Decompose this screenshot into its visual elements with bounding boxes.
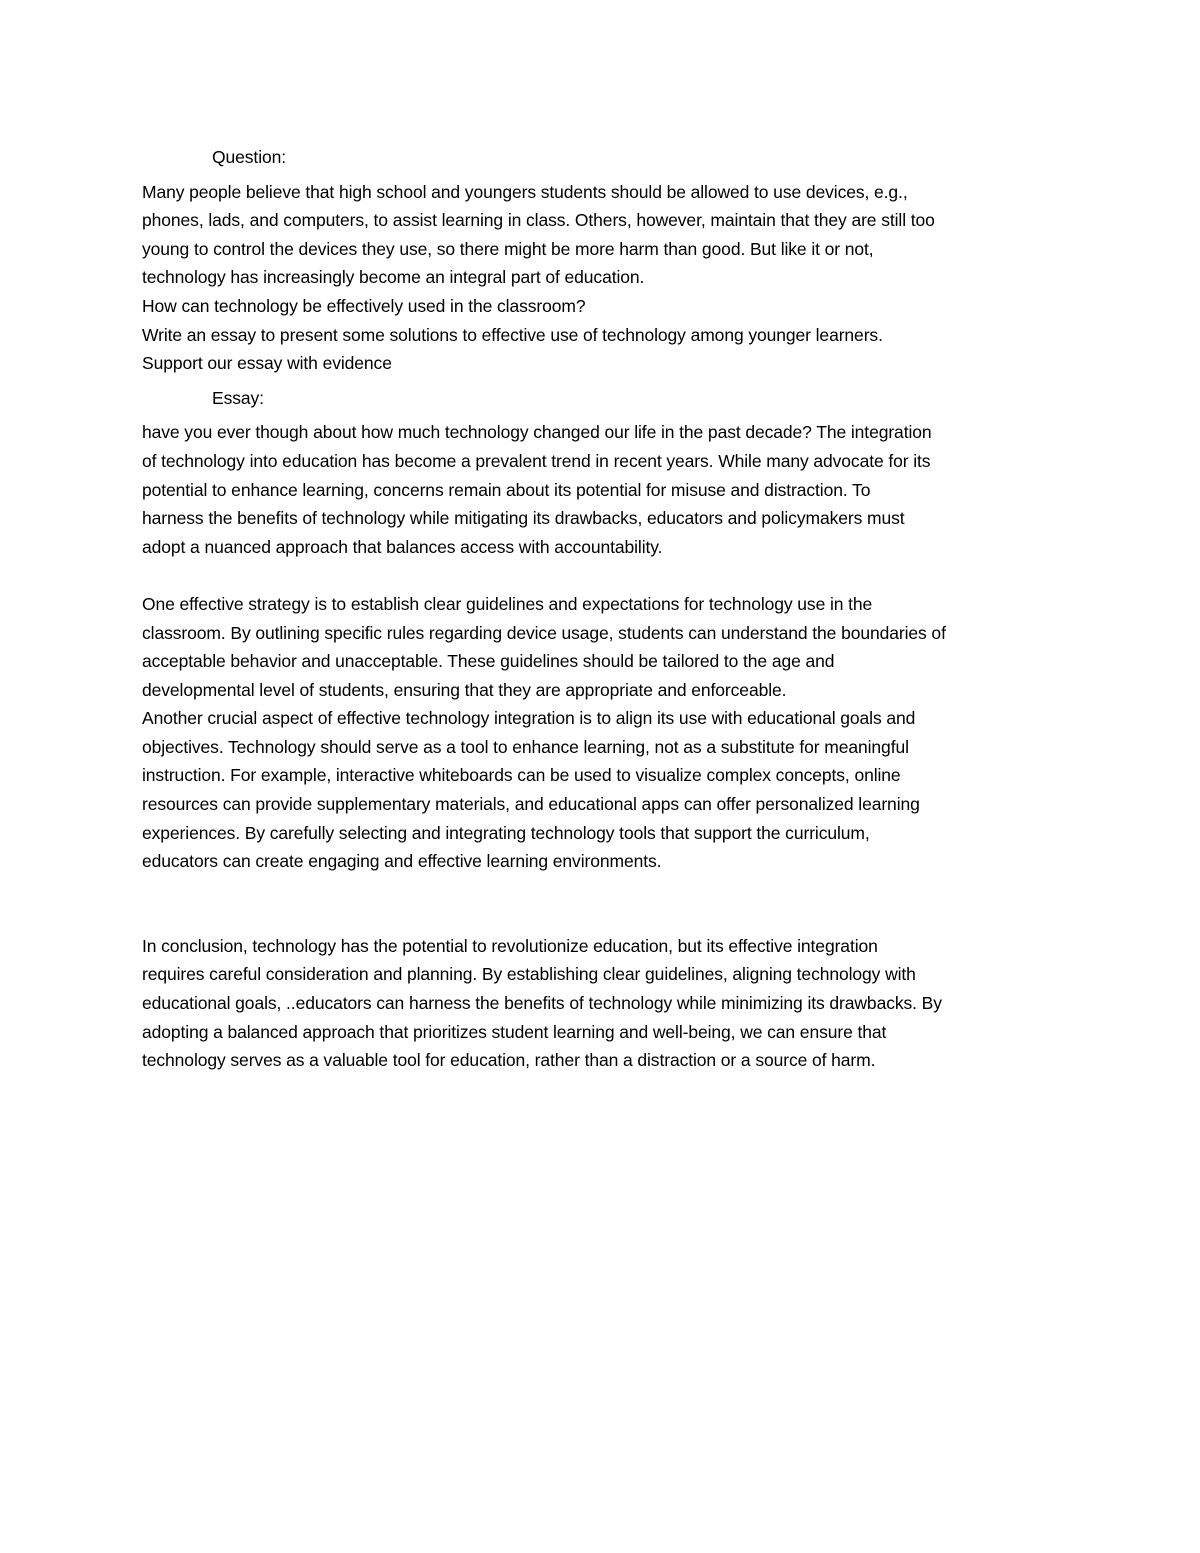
question-line: How can technology be effectively used in the classroom? bbox=[142, 295, 586, 316]
essay-line: technology serves as a valuable tool for education, rather than a distraction or a source of harm. bbox=[142, 1050, 876, 1071]
essay-line: educators can create engaging and effective learning environments. bbox=[142, 851, 662, 872]
essay-intro-paragraph bbox=[142, 418, 1072, 561]
question-heading: Question: bbox=[212, 147, 287, 167]
essay-line: potential to enhance learning, concerns remain about its potential for misuse and distraction. To bbox=[142, 479, 871, 500]
essay-line: experiences. By carefully selecting and integrating technology tools that support the curriculum, bbox=[142, 822, 870, 843]
essay-line: objectives. Technology should serve as a tool to enhance learning, not as a substitute for meaningful bbox=[142, 736, 909, 757]
essay-body-paragraph bbox=[142, 590, 1072, 876]
essay-line: developmental level of students, ensuring that they are appropriate and enforceable. bbox=[142, 679, 787, 700]
essay-line: educational goals, ..educators can harness the benefits of technology while minimizing its drawbacks. By bbox=[142, 993, 942, 1014]
question-line: technology has increasingly become an integral part of education. bbox=[142, 267, 645, 288]
essay-line: have you ever though about how much technology changed our life in the past decade? The integration bbox=[142, 422, 932, 443]
essay-line: In conclusion, technology has the potential to revolutionize education, but its effective integration bbox=[142, 935, 878, 956]
essay-conclusion-paragraph bbox=[142, 932, 1072, 1075]
essay-line: instruction. For example, interactive whiteboards can be used to visualize complex concepts, online bbox=[142, 765, 901, 786]
essay-line: classroom. By outlining specific rules regarding device usage, students can understand the boundaries of bbox=[142, 622, 946, 643]
essay-line: adopting a balanced approach that prioritizes student learning and well-being, we can ensure that bbox=[142, 1021, 887, 1042]
essay-heading: Essay: bbox=[212, 387, 264, 408]
essay-line: requires careful consideration and planning. By establishing clear guidelines, aligning technology with bbox=[142, 964, 916, 985]
essay-line: resources can provide supplementary materials, and educational apps can offer personalized learning bbox=[142, 794, 920, 815]
document-content bbox=[142, 143, 1072, 1075]
question-line: Support our essay with evidence bbox=[142, 353, 392, 374]
question-line: young to control the devices they use, so there might be more harm than good. But like it or not, bbox=[142, 238, 874, 259]
essay-line: One effective strategy is to establish clear guidelines and expectations for technology use in the bbox=[142, 593, 873, 614]
question-line: phones, lads, and computers, to assist learning in class. Others, however, maintain that they are still too bbox=[142, 210, 935, 231]
essay-line: adopt a nuanced approach that balances access with accountability. bbox=[142, 536, 663, 557]
essay-line: acceptable behavior and unacceptable. These guidelines should be tailored to the age and bbox=[142, 651, 835, 672]
question-prompt bbox=[142, 178, 1072, 378]
question-line: Write an essay to present some solutions to effective use of technology among younger learners. bbox=[142, 324, 883, 345]
question-line: Many people believe that high school and youngers students should be allowed to use devices, e.g., bbox=[142, 181, 908, 202]
essay-line: harness the benefits of technology while mitigating its drawbacks, educators and policymakers must bbox=[142, 508, 905, 529]
essay-line: of technology into education has become a prevalent trend in recent years. While many advocate for its bbox=[142, 450, 931, 471]
essay-line: Another crucial aspect of effective technology integration is to align its use with educational goals and bbox=[142, 708, 916, 729]
